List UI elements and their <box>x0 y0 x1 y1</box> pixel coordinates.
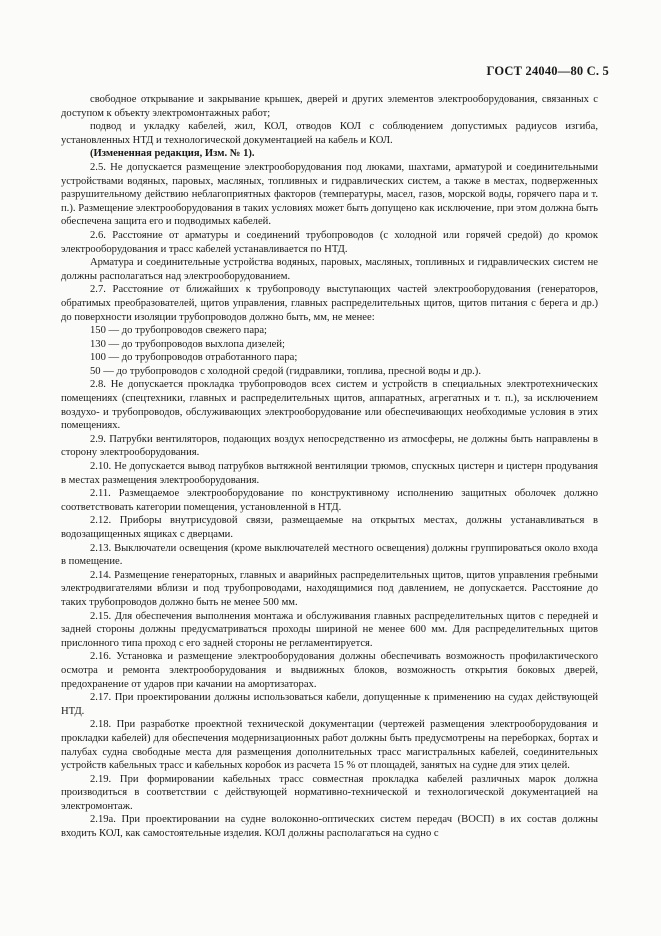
paragraph: 2.7. Расстояние от ближайших к трубопроводу выступающих частей электрооборудования (генераторов, обратимых преобразователей, щитов управления, главных распределительных щитов, щитов питания с берега и др.) до поверхности изоляции трубопроводов должно быть, мм, не менее: <box>61 284 598 323</box>
paragraph: 2.9. Патрубки вентиляторов, подающих воздух непосредственно из атмосферы, не должны быть направлены в сторону электрооборудования. <box>61 433 598 459</box>
paragraph: 2.15. Для обеспечения выполнения монтажа и обслуживания главных распределительных щитов с передней и задней стороны должны предусматриваться проходы шириной не менее 600 мм. Для распределительных щитов прислонного типа проход с его задней стороны не регламентируется. <box>61 610 598 649</box>
list-item: 100 — до трубопроводов отработанного пара; <box>90 352 298 364</box>
list-item: 50 — до трубопроводов с холодной средой (гидравлики, топлива, пресной воды и др.). <box>90 365 481 377</box>
paragraph: 2.5. Не допускается размещение электрооборудования под люками, шахтами, арматурой и соединительными устройствами водяных, паровых, масляных, топливных и гидравлических систем, а также в местах, подверженных разрушительному действию неблагоприятных факторов (температуры, масел, газов, морской воды, горячего пара и т. п.). Размещение электрооборудования в таких условиях может быть допущено как исключение, при этом должна быть обеспечена защита его и подводимых кабелей. <box>61 161 598 228</box>
paragraph: 2.16. Установка и размещение электрооборудования должны обеспечивать возможность профилактического осмотра и ремонта электрооборудования и выдвижных блоков, возможность открытия боковых дверей, предохранение от ударов при качании на амортизаторах. <box>61 651 598 690</box>
paragraph: свободное открывание и закрывание крышек, дверей и других элементов электрооборудования, связанных с доступом к объекту электромонтажных работ; <box>61 94 598 119</box>
page-header: ГОСТ 24040—80 С. 5 <box>486 64 609 78</box>
paragraph: 2.18. При разработке проектной технической документации (чертежей размещения электрооборудования и прокладки кабелей) для обеспечения модернизационных работ должны быть предусмотрены на переборках, бортах и палубах судна свободные места для размещения дополнительных трасс магистральных кабелей, соединительных устройств кабельных трасс и кабельных коробок из расчета 15 % от площадей, занятых на судне для этих целей. <box>61 719 598 772</box>
paragraph: 2.12. Приборы внутрисудовой связи, размещаемые на открытых местах, должны устанавливаться в водозащищенных ящиках с дверцами. <box>61 515 598 540</box>
paragraph: подвод и укладку кабелей, жил, КОЛ, отводов КОЛ с соблюдением допустимых радиусов изгиба, установленных НТД и технологической документацией на кабель и КОЛ. <box>61 121 598 146</box>
paragraph: 2.17. При проектировании должны использоваться кабели, допущенные к применению на судах действующей НТД. <box>61 692 598 717</box>
paragraph: 2.13. Выключатели освещения (кроме выключателей местного освещения) должны группироваться около входа в помещение. <box>61 542 598 568</box>
paragraph: 2.19а. При проектировании на судне волоконно-оптических систем передач (ВОСП) в их состав должны входить КОЛ, как самостоятельные изделия. КОЛ должны располагаться на судно с <box>61 814 598 840</box>
paragraph: 2.10. Не допускается вывод патрубков вытяжной вентиляции трюмов, спускных цистерн и цистерн продувания в местах размещения электрооборудования. <box>61 461 598 486</box>
paragraph: 2.19. При формировании кабельных трасс совместная прокладка кабелей различных марок должна производиться в соответствии с действующей нормативно-технической и технологической документацией на электромонтаж. <box>61 773 598 812</box>
paragraph: 2.8. Не допускается прокладка трубопроводов всех систем и устройств в специальных электротехнических помещениях (спецтехники, главных и распределительных щитов, аппаратных, агрегатных и т. п.), за исключением воздухо- и трубопроводов, обслуживающих электрооборудование или обеспечивающих необходимые условия в этих помещениях. <box>61 379 598 432</box>
paragraph: 2.14. Размещение генераторных, главных и аварийных распределительных щитов, щитов управления гребными электродвигателями вблизи и под трубопроводами, находящимися под давлением, не допускается. Расстояние до таких трубопроводов должно быть не менее 500 мм. <box>61 569 598 608</box>
paragraph: Арматура и соединительные устройства водяных, паровых, масляных, топливных и гидравлических систем не должны располагаться над электрооборудованием. <box>61 257 598 282</box>
paragraph: 2.11. Размещаемое электрооборудование по конструктивному исполнению защитных оболочек должно соответствовать категории помещения, установленной в НТД. <box>61 488 598 513</box>
paragraph: 2.6. Расстояние от арматуры и соединений трубопроводов (с холодной или горячей средой) до кромок электрооборудования и трасс кабелей устанавливается по НТД. <box>61 229 598 255</box>
list-item: 130 — до трубопроводов выхлопа дизелей; <box>90 338 285 350</box>
list-item: 150 — до трубопроводов свежего пара; <box>90 325 267 337</box>
amendment-note: (Измененная редакция, Изм. № 1). <box>90 148 255 160</box>
document-body <box>61 93 598 841</box>
